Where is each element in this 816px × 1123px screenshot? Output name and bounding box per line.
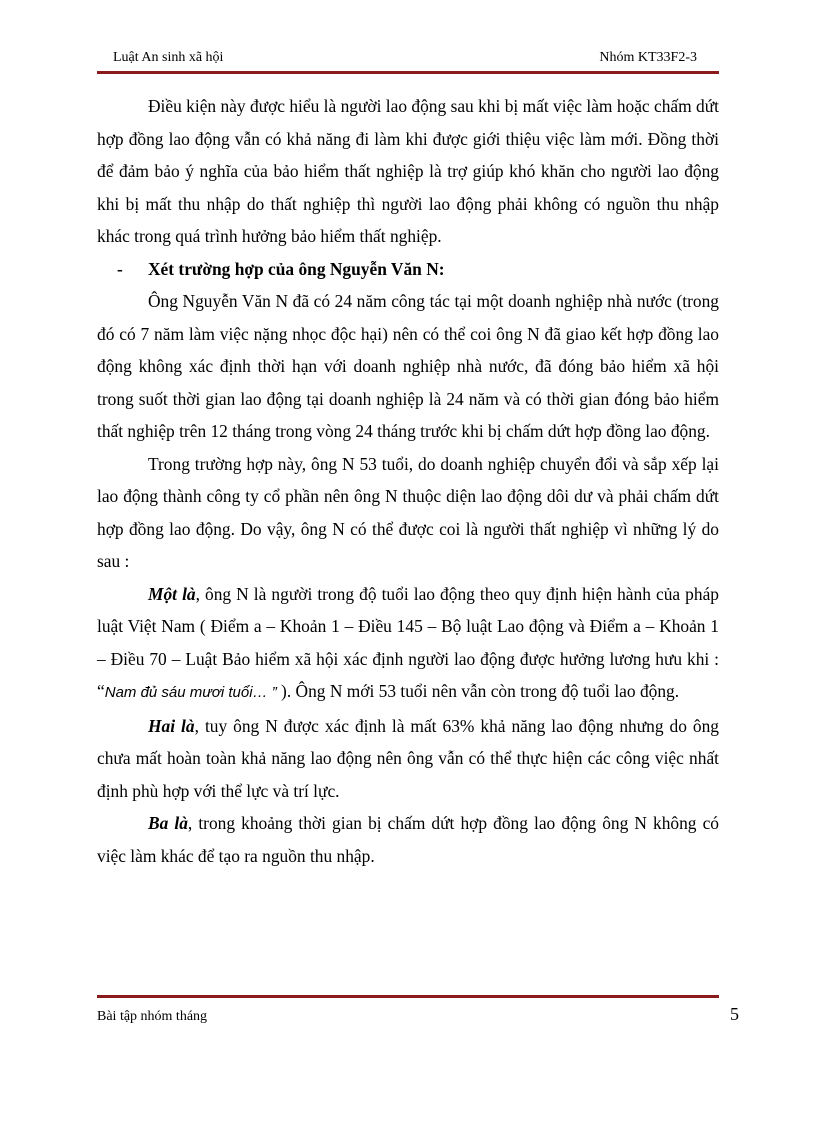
paragraph-reason-one (97, 578, 719, 710)
page-header (97, 46, 719, 70)
footer-rule (97, 995, 719, 998)
page-number: 5 (730, 1004, 739, 1024)
paragraph-reason-three (97, 807, 719, 872)
reason-one-text-a: , ông N là người trong độ tuổi lao động theo quy định hiện hành của pháp luật Việt Nam ( Điểm a – Khoản 1 – Điều 145 – Bộ luật Lao động và Điểm a – Khoản 1 – Điều 70 – Luật Bảo hiểm xã hội xác định người lao động được hưởng lương hưu khi : “ (97, 583, 719, 701)
reason-one-quote: Nam đủ sáu mươi tuổi… ” (104, 684, 277, 701)
bullet-dash: - (117, 258, 123, 279)
document-body (97, 90, 719, 872)
reason-three-text: , trong khoảng thời gian bị chấm dứt hợp đồng lao động ông N không có việc làm khác để tạo ra nguồn thu nhập. (97, 813, 719, 866)
reason-two-text: , tuy ông N được xác định là mất 63% khả năng lao động nhưng do ông chưa mất hoàn toàn khả năng lao động nên ông vẫn có thể thực hiện các công việc nhất định phù hợp với thể lực và trí lực. (97, 715, 719, 801)
header-group-name: Nhóm KT33F2-3 (599, 50, 697, 65)
footer-label: Bài tập nhóm tháng (97, 1009, 208, 1024)
header-course-title: Luật An sinh xã hội (113, 50, 224, 65)
reason-one-lead: Một là (148, 583, 196, 604)
reason-one-text-b: ). Ông N mới 53 tuổi nên vẫn còn trong độ tuổi lao động. (276, 681, 680, 701)
bullet-heading-text: Xét trường hợp của ông Nguyễn Văn N: (148, 258, 445, 279)
paragraph-case-situation: Trong trường hợp này, ông N 53 tuổi, do doanh nghiệp chuyển đổi và sắp xếp lại lao động thành công ty cổ phần nên ông N thuộc diện lao động dôi dư và phải chấm dứt hợp đồng lao động. Do vậy, ông N có thể được coi là người thất nghiệp vì những lý do sau : (97, 453, 719, 571)
paragraph-case-background: Ông Nguyễn Văn N đã có 24 năm công tác tại một doanh nghiệp nhà nước (trong đó có 7 năm làm việc nặng nhọc độc hại) nên có thể coi ông N đã giao kết hợp đồng lao động không xác định thời hạn với doanh nghiệp nhà nước, đã đóng bảo hiểm xã hội trong suốt thời gian lao động tại doanh nghiệp là 24 năm và có thời gian đóng bảo hiểm thất nghiệp trên 12 tháng trong vòng 24 tháng trước khi bị chấm dứt hợp đồng lao động. (97, 291, 719, 441)
paragraph-condition: Điều kiện này được hiểu là người lao động sau khi bị mất việc làm hoặc chấm dứt hợp đồng lao động vẫn có khả năng đi làm khi được giới thiệu việc làm mới. Đồng thời để đảm bảo ý nghĩa của bảo hiểm thất nghiệp là trợ giúp khó khăn cho người lao động khi bị mất thu nhập do thất nghiệp thì người lao động phải không có nguồn thu nhập khác trong quá trình hưởng bảo hiểm thất nghiệp. (97, 96, 719, 246)
header-rule (97, 71, 719, 74)
bullet-heading (97, 253, 719, 286)
paragraph-reason-two (97, 710, 719, 808)
reason-two-lead: Hai là (148, 715, 195, 736)
reason-three-lead: Ba là (148, 813, 188, 833)
